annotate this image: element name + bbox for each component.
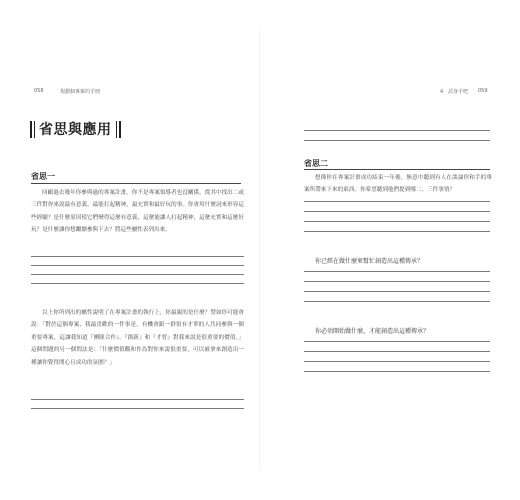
answer-line bbox=[304, 211, 490, 212]
answer-line bbox=[304, 351, 490, 352]
question-3: 你必須開始做什麼，才能創造出這種傳承？ bbox=[315, 328, 430, 335]
reflection-1-heading: 省思一 bbox=[31, 172, 55, 181]
title-bar-right-thin bbox=[116, 121, 117, 138]
answer-line bbox=[304, 271, 490, 272]
answer-line bbox=[304, 231, 490, 232]
heading-underline bbox=[31, 183, 241, 184]
answer-line bbox=[304, 361, 490, 362]
answer-line bbox=[31, 274, 244, 275]
answer-line bbox=[304, 371, 490, 372]
answer-line bbox=[31, 265, 244, 266]
left-running-head: 規劃個專案的手冊 bbox=[60, 89, 101, 95]
answer-line bbox=[304, 301, 490, 302]
section-title bbox=[30, 119, 121, 139]
answer-line bbox=[304, 291, 490, 292]
answer-line bbox=[304, 281, 490, 282]
gutter-shadow bbox=[259, 30, 260, 470]
answer-line bbox=[304, 201, 490, 202]
question-1: 想像你在專案計畫成功結束一年後，無意中聽到有人在談論你和手的專案所帶來下來的東西。你希望聽到他們提到哪二、三件事情？ bbox=[304, 175, 492, 194]
question-2: 你已經在做什麼來幫忙創造出這種傳承？ bbox=[315, 258, 424, 265]
title-bar-left bbox=[30, 121, 32, 138]
answer-line bbox=[31, 283, 244, 284]
paragraph-2: 以上你所列出的屬性說明了在專案計畫的執行上，你最親的是什麼？譬如你可能會說：「對於這個專案，我最喜歡的一件事是，有機會跟一群很有才華的人共同參與一個重要專案，這讓我知道『團隊合作』、『創新』和『才智』對我來說是很重要的價值。」這個問題的另一個問法是：「什麼價值觀和作為對你來說很重要，可以被拿來創造出一種讓你覺得開心且成功的氛圍？」 bbox=[31, 310, 244, 366]
heading-underline bbox=[304, 169, 490, 170]
answer-line bbox=[31, 256, 244, 257]
reflection-2-heading: 省思二 bbox=[304, 159, 328, 168]
left-page-number: 058 bbox=[34, 88, 44, 94]
title-bar-left-thin bbox=[34, 121, 35, 138]
title-bar-right bbox=[119, 121, 121, 138]
answer-line bbox=[304, 221, 490, 222]
answer-line bbox=[304, 130, 490, 131]
section-title-text: 省思與應用 bbox=[39, 122, 112, 138]
answer-line bbox=[31, 408, 244, 409]
paragraph-1: 回顧過去幾年你參與過的專案計畫，你不是專案領導者也沒關係，從其中找出二或三件對你來說最有意義、最能打起精神，最充實和最好玩的事。你會用什麼詞來形容這些經驗？是什麼原因使它們變得這麼有意義，這麼能讓人打起精神，這麼充實和這麼好玩？是什麼讓你想繼續參與下去？將這些屬性表列出來。 bbox=[31, 190, 244, 234]
answer-line bbox=[304, 341, 490, 342]
right-running-head: 4 試身手吧 bbox=[440, 89, 469, 95]
answer-line bbox=[31, 399, 244, 400]
right-page-number: 059 bbox=[478, 88, 488, 94]
answer-line bbox=[304, 140, 490, 141]
